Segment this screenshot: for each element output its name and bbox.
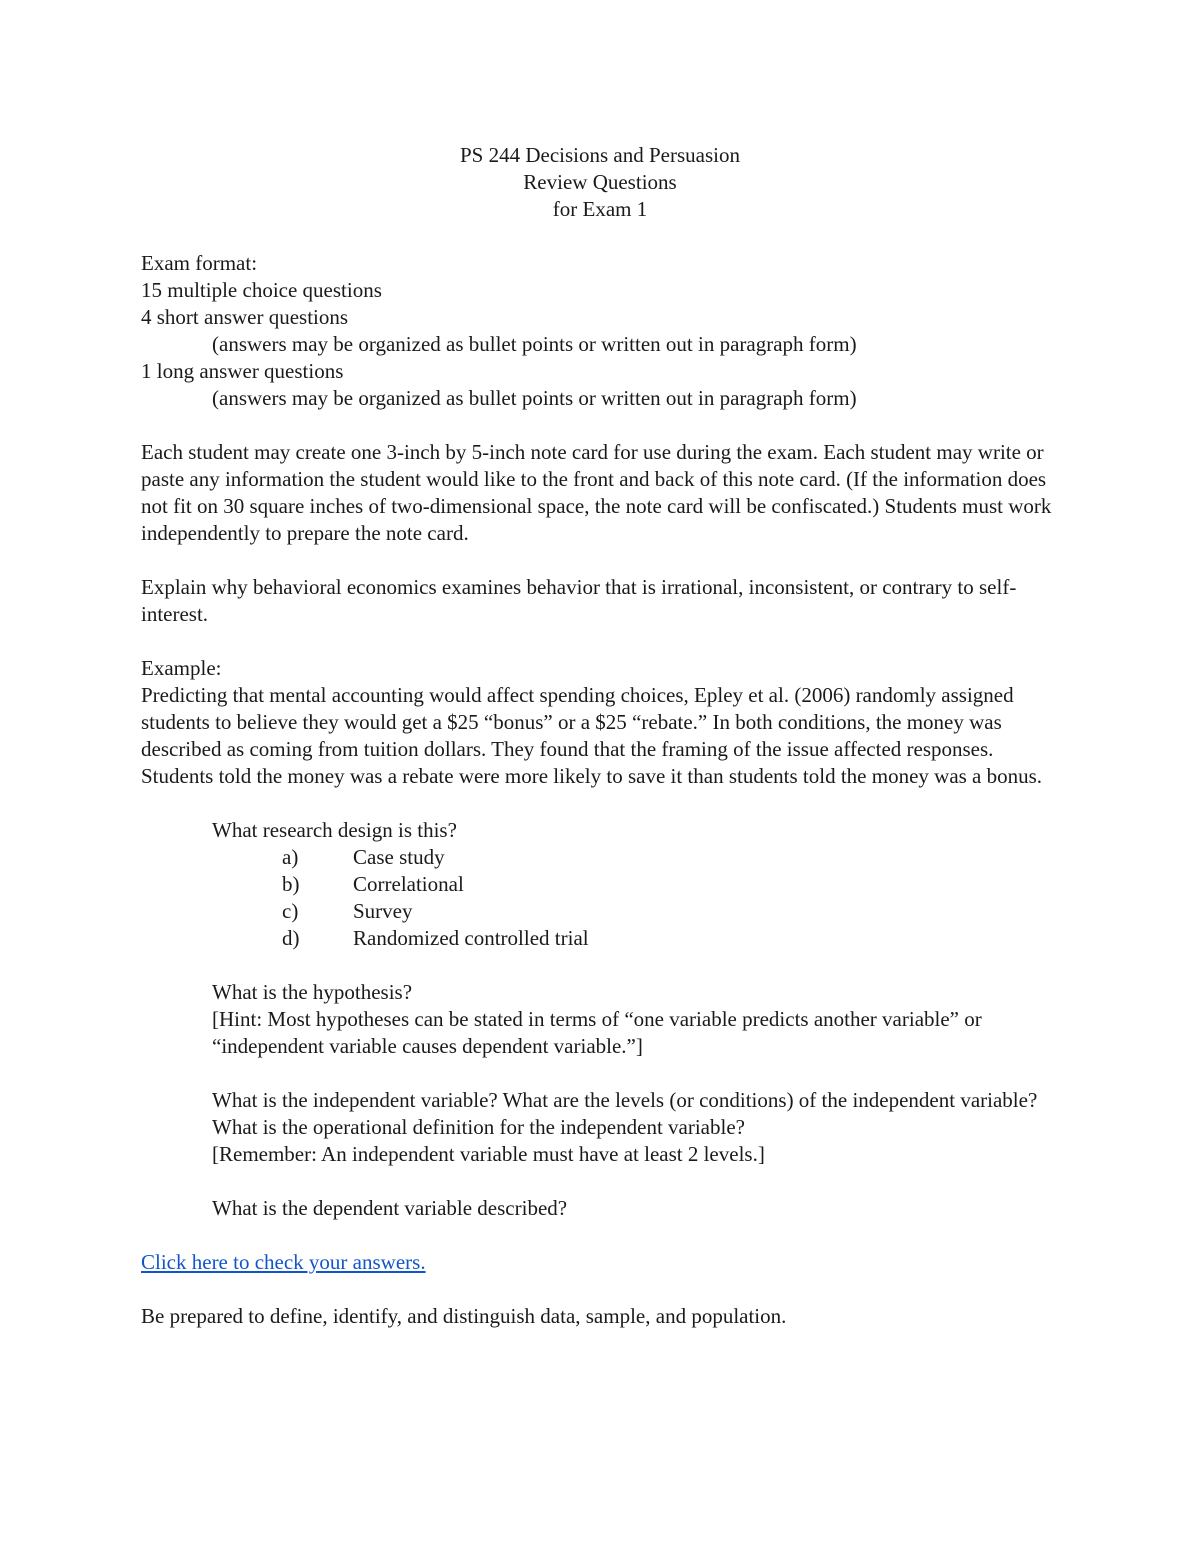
- document-header: [141, 142, 1059, 223]
- note-card-paragraph: Each student may create one 3-inch by 5-inch note card for use during the exam. Each student may write or paste any information the student would like to the front and back of this note card. (If the information does not fit on 30 square inches of two-dimensional space, the note card will be confiscated.) Students must work independently to prepare the note card.: [141, 440, 1052, 545]
- long-answer-count: 1 long answer questions: [141, 359, 344, 383]
- option-text: Randomized controlled trial: [353, 926, 589, 950]
- option-c: [141, 898, 1061, 925]
- dependent-variable-question: What is the dependent variable described?: [212, 1196, 568, 1220]
- option-letter: d): [282, 926, 300, 950]
- hypothesis-hint: [Hint: Most hypotheses can be stated in terms of “one variable predicts another variable” or “independent variable causes dependent variable.”]: [212, 1007, 982, 1058]
- example-section: [141, 655, 1061, 790]
- option-text: Case study: [353, 845, 445, 869]
- exam-label: for Exam 1: [552, 197, 648, 221]
- option-text: Survey: [353, 899, 413, 923]
- option-a: [141, 844, 1061, 871]
- exam-format-heading: Exam format:: [141, 251, 258, 275]
- course-title: PS 244 Decisions and Persuasion: [460, 143, 740, 167]
- example-text: Predicting that mental accounting would affect spending choices, Epley et al. (2006) randomly assigned students to believe they would get a $25 “bonus” or a $25 “rebate.” In both conditions, the money was described as coming from tuition dollars. They found that the framing of the issue affected responses. Students told the money was a rebate were more likely to save it than students told the money was a bonus.: [141, 683, 1043, 788]
- research-design-question: [141, 817, 1061, 952]
- option-letter: a): [282, 845, 299, 869]
- document-subtitle: Review Questions: [523, 170, 677, 194]
- document-page: [141, 142, 1061, 1330]
- multiple-choice-count: 15 multiple choice questions: [141, 278, 382, 302]
- short-answer-count: 4 short answer questions: [141, 305, 349, 329]
- option-letter: c): [282, 899, 299, 923]
- option-text: Correlational: [353, 872, 464, 896]
- check-answers-link[interactable]: Click here to check your answers.: [141, 1250, 426, 1274]
- independent-variable-reminder: [Remember: An independent variable must have at least 2 levels.]: [212, 1142, 765, 1166]
- research-design-prompt: What research design is this?: [212, 818, 457, 842]
- prepare-statement: Be prepared to define, identify, and distinguish data, sample, and population.: [141, 1304, 787, 1328]
- option-d: [141, 925, 1061, 952]
- option-letter: b): [282, 872, 300, 896]
- independent-variable-question: [141, 1087, 1061, 1168]
- option-b: [141, 871, 1061, 898]
- hypothesis-question: [141, 979, 1061, 1060]
- short-answer-note: (answers may be organized as bullet points or written out in paragraph form): [212, 332, 857, 356]
- hypothesis-prompt: What is the hypothesis?: [212, 980, 413, 1004]
- example-heading: Example:: [141, 656, 222, 680]
- exam-format-section: [141, 250, 1061, 412]
- explain-paragraph: Explain why behavioral economics examines behavior that is irrational, inconsistent, or contrary to self-interest.: [141, 575, 1017, 626]
- long-answer-note: (answers may be organized as bullet points or written out in paragraph form): [212, 386, 857, 410]
- independent-variable-prompt: What is the independent variable? What are the levels (or conditions) of the independent variable? What is the operational definition for the independent variable?: [212, 1088, 1038, 1139]
